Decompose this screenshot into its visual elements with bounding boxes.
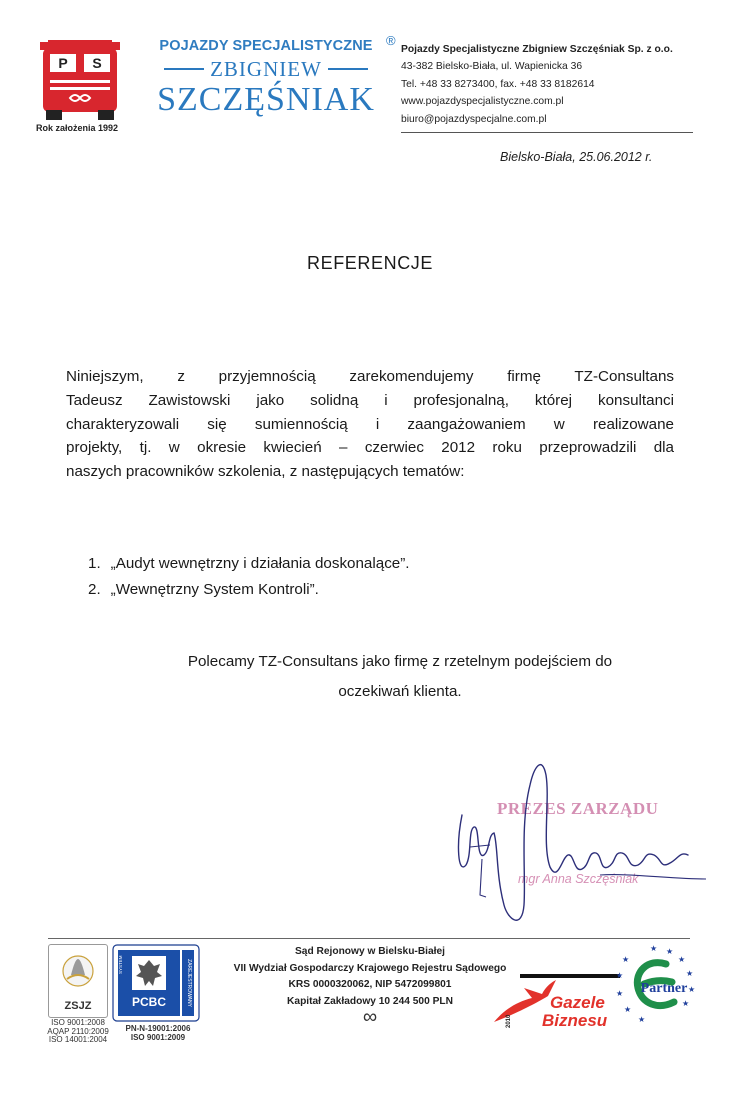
svg-text:★: ★: [616, 989, 624, 998]
paragraph-line: Tadeusz Zawistowski jako solidną i profesjonalną, której konsultanci: [66, 391, 674, 409]
svg-text:★: ★: [666, 947, 674, 956]
pcbc-side-text: ZAREJESTROWANY: [186, 959, 192, 1007]
list-item-text: „Wewnętrzny System Kontroli”.: [110, 581, 319, 598]
svg-text:★: ★: [678, 955, 686, 964]
infinity-icon: ∞: [362, 1006, 378, 1028]
pcbc-certification-logo: [112, 944, 200, 1022]
company-contact-block: [401, 41, 673, 128]
stamp-title: PREZES ZARZĄDU: [497, 799, 659, 818]
letter-title: REFERENCJE: [306, 253, 433, 273]
list-item: [88, 577, 410, 603]
recommendation: [60, 647, 740, 707]
brand-middle-line: [135, 56, 397, 82]
brand-rule-left: [164, 68, 204, 70]
company-phone: Tel. +48 33 8273400, fax. +48 33 8182614: [401, 78, 595, 90]
paragraph-line: Niniejszym, z przyjemnością zarekomendujemy firmę TZ-Consultans: [66, 368, 674, 385]
recommendation-line: Polecamy TZ-Consultans jako firmę z rzetelnym podejściem do: [187, 653, 613, 670]
svg-text:★: ★: [616, 971, 624, 980]
certificate: ISO 9001:2009: [130, 1033, 186, 1042]
paragraph-line: naszych pracowników szkolenia, z następujących tematów:: [66, 463, 465, 481]
svg-text:★: ★: [682, 999, 690, 1008]
paragraph-line: charakteryzowali się sumiennością i zaangażowaniem w realizowane: [66, 415, 674, 433]
topics-list: [88, 551, 410, 603]
certificate: PN-N-19001:2006: [125, 1024, 191, 1033]
svg-text:★: ★: [686, 969, 694, 978]
list-item-number: 2.: [88, 581, 101, 598]
svg-text:★: ★: [650, 944, 658, 953]
certificates-left: [46, 1019, 110, 1045]
svg-text:★: ★: [624, 1005, 632, 1014]
gazele-line2: Biznesu: [542, 1011, 608, 1030]
recommendation-line: oczekiwań klienta.: [338, 683, 462, 700]
certificate: ISO 9001:2008: [51, 1018, 105, 1027]
court-line: KRS 0000320062, NIP 5472099801: [288, 979, 452, 990]
partner-logo: [614, 942, 698, 1028]
certificates-right: [118, 1024, 198, 1042]
certificate: AQAP 2110:2009: [47, 1026, 109, 1036]
registered-mark: ®: [386, 33, 396, 48]
company-email: biuro@pojazdyspecjalne.com.pl: [401, 113, 547, 125]
company-website: www.pojazdyspecjalistyczne.com.pl: [401, 96, 564, 108]
svg-text:★: ★: [638, 1015, 646, 1024]
certificate: ISO 14001:2004: [48, 1035, 108, 1045]
pcbc-label: PCBC: [131, 995, 167, 1009]
zsjz-label: ZSJZ: [64, 1000, 92, 1012]
list-item: [88, 551, 410, 577]
partner-label: Partner: [640, 981, 688, 996]
svg-text:★: ★: [688, 985, 696, 994]
fire-truck-logo: [40, 40, 120, 122]
list-item-number: 1.: [88, 555, 101, 572]
company-address: 43-382 Bielsko-Biała, ul. Wapienicka 36: [401, 61, 583, 73]
brand-wordmark: [135, 36, 397, 119]
header-divider: [401, 132, 693, 133]
svg-text:★: ★: [622, 955, 630, 964]
paragraph-line: projekty, tj. w okresie kwiecień – czerwiec 2012 roku przeprowadzili dla: [66, 439, 674, 457]
list-item-text: „Audyt wewnętrzny i działania doskonalące”.: [110, 555, 410, 572]
handwritten-signature: [450, 755, 710, 935]
company-name: Pojazdy Specjalistyczne Zbigniew Szczęśniak Sp. z o.o.: [401, 44, 673, 55]
court-registration: [200, 944, 540, 1028]
logo-letters-right: S: [92, 55, 102, 71]
founded-year: Rok założenia 1992: [36, 123, 119, 133]
stamp-name: mgr Anna Szczęśniak: [518, 872, 639, 886]
footer-divider: [48, 938, 690, 939]
logo-letters-left: P: [58, 55, 68, 71]
gazele-biznesu-logo: [490, 972, 620, 1030]
brand-first-name: ZBIGNIEW: [210, 57, 322, 81]
brand-rule-right: [328, 68, 368, 70]
pcbc-system-text: SYSTEM: [118, 955, 123, 974]
court-line: Kapitał Zakładowy 10 244 500 PLN: [287, 995, 453, 1007]
court-line: Sąd Rejonowy w Bielsku-Białej: [294, 946, 446, 957]
brand-surname: SZCZĘŚNIAK: [157, 81, 375, 118]
court-line: VII Wydział Gospodarczy Krajowego Rejestru Sądowego: [233, 962, 507, 974]
gazele-year: 2010: [506, 1014, 512, 1028]
gazele-line1: Gazele: [550, 993, 605, 1012]
letter-date: Bielsko-Biała, 25.06.2012 r.: [500, 150, 653, 164]
brand-top-line: POJAZDY SPECJALISTYCZNE: [159, 38, 373, 54]
reference-paragraph: [66, 365, 674, 484]
zsjz-certification-logo: [48, 944, 108, 1018]
